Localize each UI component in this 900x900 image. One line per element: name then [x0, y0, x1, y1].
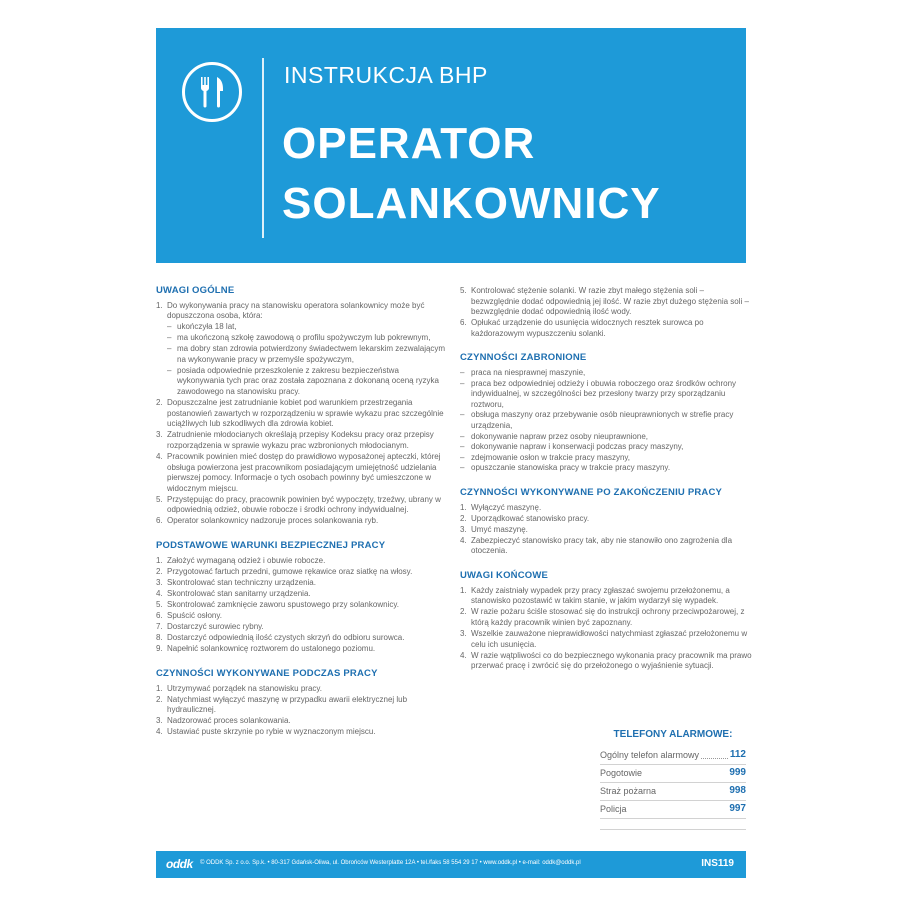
- list-item: 9. Napełnić solankownicę roztworem do ustalonego poziomu.: [156, 644, 376, 654]
- list-item: – dokonywanie napraw i konserwacji podczas pracy maszyny,: [460, 442, 684, 452]
- right-column: [460, 286, 752, 686]
- alarm-phones-box: [600, 729, 746, 830]
- list-item: 7. Dostarczyć surowiec rybny.: [156, 622, 264, 632]
- section-heading: PODSTAWOWE WARUNKI BEZPIECZNEJ PRACY: [156, 540, 386, 552]
- list-item: 1. Wyłączyć maszynę.: [460, 502, 542, 512]
- numbered-list: [156, 556, 448, 655]
- sub-item: – ma dobry stan zdrowia potwierdzony świadectwem lekarskim zezwalającym na wykonywanie pracy w przemyśle spożywczym,: [167, 343, 446, 364]
- instruction-sheet: [156, 28, 752, 878]
- list-item: 4. Zabezpieczyć stanowisko pracy tak, aby nie stanowiło ono zagrożenia dla otoczenia.: [460, 535, 733, 556]
- list-item: 4. Pracownik powinien mieć dostęp do prawidłowo wyposażonej apteczki, której obsługa powierzona jest pracownikom posiadającym umiejętność udzielania pierwszej pomocy. Informacje o tych osobach powinny być umieszczone w widocznym miejscu.: [156, 451, 441, 493]
- alarm-label: Policja: [600, 804, 627, 814]
- alarm-row-fire: [600, 783, 746, 801]
- list-item: 6. Operator solankownicy nadzoruje proces solankowania ryb.: [156, 516, 379, 526]
- footer-contact-text: © ODDK Sp. z o.o. Sp.k. • 80-317 Gdańsk-Oliwa, ul. Obrońców Westerplatte 12A • tel./faks 58 554 29 17 • www.oddk.pl • e-mail: oddk@oddk.pl: [200, 860, 581, 866]
- list-item: 3. Wszelkie zauważone nieprawidłowości natychmiast zgłaszać przełożonemu w celu ich usunięcia.: [460, 629, 748, 649]
- section-forbidden: [460, 353, 752, 474]
- item-text: Do wykonywania pracy na stanowisku operatora solankownicy może być dopuszczona osoba, która:: [167, 300, 425, 321]
- alarm-number: 112: [729, 749, 746, 760]
- list-item: – opuszczanie stanowiska pracy w trakcie pracy maszyny.: [460, 463, 671, 473]
- sub-item: – ma ukończoną szkołę zawodową o profilu spożywczym lub pokrewnym,: [167, 332, 431, 342]
- footer-bar: [156, 851, 746, 878]
- list-item: 1. Utrzymywać porządek na stanowisku pracy.: [156, 683, 323, 693]
- list-item: 4. Ustawiać puste skrzynie po rybie w wyznaczonym miejscu.: [156, 727, 376, 737]
- numbered-list: [460, 503, 752, 557]
- list-item: 4. W razie wątpliwości co do bezpiecznego wykonania pracy pracownik ma prawo przerwać pracę i zwrócić się do przełożonego o wyjaśnienie sytuacji.: [460, 650, 752, 671]
- numbered-list: [156, 684, 448, 738]
- section-heading: CZYNNOŚCI WYKONYWANE PODCZAS PRACY: [156, 668, 378, 679]
- header-banner: [156, 28, 746, 263]
- list-item: 8. Dostarczyć odpowiednią ilość czystych skrzyń do odbioru surowca.: [156, 633, 405, 643]
- list-item: 5. Przystępując do pracy, pracownik powinien być wypoczęty, trzeźwy, ubrany w odpowiednią odzież, obuwie robocze i środki ochrony indywidualnej.: [156, 494, 441, 515]
- list-item: 2. Przygotować fartuch przedni, gumowe rękawice oraz siatkę na włosy.: [156, 566, 413, 576]
- section-heading: CZYNNOŚCI ZABRONIONE: [460, 352, 587, 364]
- list-item: – dokonywanie napraw przez osoby nieuprawnione,: [460, 431, 648, 441]
- alarm-number: 999: [729, 767, 746, 778]
- list-item: 2. W razie pożaru ściśle stosować się do instrukcji ochrony przeciwpożarowej, z którą każdy pracownik winien być zapoznany.: [460, 607, 745, 627]
- alarm-label: Ogólny telefon alarmowy: [600, 750, 700, 760]
- list-item: 3. Umyć maszynę.: [460, 524, 528, 534]
- section-during-work-continued: [460, 286, 752, 339]
- alarm-phones-heading: TELEFONY ALARMOWE:: [613, 729, 733, 740]
- alarm-number: 998: [729, 785, 746, 796]
- document-code: INS119: [701, 858, 734, 869]
- left-column: [156, 286, 448, 752]
- alarm-divider: [600, 819, 746, 830]
- header-divider: [262, 58, 264, 238]
- fork-knife-icon: [182, 62, 242, 122]
- document-title-line1: OPERATOR: [282, 119, 536, 168]
- list-item: 1. Każdy zaistniały wypadek przy pracy zgłaszać swojemu przełożonemu, a stanowisko pozostawić w takim stanie, w jakim wydarzył się wypadek.: [460, 585, 730, 606]
- alarm-label: Straż pożarna: [600, 786, 657, 796]
- list-item: – obsługa maszyny oraz przebywanie osób nieuprawnionych w strefie pracy urządzenia,: [460, 410, 734, 431]
- numbered-list: [460, 586, 752, 672]
- document-kicker: INSTRUKCJA BHP: [284, 62, 488, 88]
- numbered-list: [460, 286, 752, 339]
- sub-item: – posiada odpowiednie przeszkolenie z zakresu bezpieczeństwa wykonywania tych prac oraz została zapoznana z dokonaną oceną ryzyka zawodowego na stanowisku pracy.: [167, 365, 439, 396]
- list-item: 2. Natychmiast wyłączyć maszynę w przypadku awarii elektrycznej lub hydraulicznej.: [156, 694, 408, 715]
- section-conditions: [156, 541, 448, 655]
- list-item: – praca na niesprawnej maszynie,: [460, 368, 586, 378]
- document-title-line2: SOLANKOWNICY: [282, 179, 661, 228]
- item-number: 1.: [156, 300, 163, 310]
- list-item: [156, 301, 448, 398]
- list-item: 5. Kontrolować stężenie solanki. W razie zbyt małego stężenia soli – bezwzględnie dodać odpowiednią jej ilość. W razie zbyt dużego stężenia soli – bezwzględnie dodać odpowiednią ilość wody.: [460, 286, 749, 317]
- list-item: 2. Dopuszczalne jest zatrudnianie kobiet pod warunkiem przestrzegania postanowień zawartych w rozporządzeniu w sprawie wykazu prac szczególnie uciążliwych lub szkodliwych dla zdrowia kobiet.: [156, 397, 444, 429]
- alarm-row-police: [600, 801, 746, 819]
- list-item: 4. Skontrolować stan sanitarny urządzenia.: [156, 588, 311, 598]
- list-item: – praca bez odpowiedniej odzieży i obuwia roboczego oraz środków ochrony indywidualnej, w szczególności bez przesłony twarzy przy sporządzaniu roztworu,: [460, 378, 737, 409]
- list-item: 6. Opłukać urządzenie do usunięcia widocznych resztek surowca po każdorazowym wypuszczeniu solanki.: [460, 318, 704, 338]
- oddk-logo: oddk: [166, 857, 193, 871]
- section-general: [156, 286, 448, 527]
- alarm-row-ambulance: [600, 765, 746, 783]
- section-after-work: [460, 488, 752, 557]
- list-item: 2. Uporządkować stanowisko pracy.: [460, 513, 590, 523]
- section-heading: UWAGI OGÓLNE: [156, 285, 235, 296]
- section-final-notes: [460, 571, 752, 672]
- section-heading: UWAGI KOŃCOWE: [460, 570, 549, 582]
- alarm-label: Pogotowie: [600, 768, 643, 778]
- list-item: 6. Spuścić osłony.: [156, 611, 222, 621]
- section-during-work: [156, 669, 448, 738]
- list-item: 1. Założyć wymaganą odzież i obuwie robocze.: [156, 555, 326, 565]
- sub-item: – ukończyła 18 lat,: [167, 321, 237, 331]
- list-item: 3. Skontrolować stan techniczny urządzenia.: [156, 577, 316, 587]
- alarm-number: 997: [729, 803, 746, 814]
- dash-list: [460, 368, 752, 474]
- section-heading: CZYNNOŚCI WYKONYWANE PO ZAKOŃCZENIU PRACY: [460, 487, 723, 498]
- alarm-row-general: [600, 747, 746, 765]
- list-item: 5. Skontrolować zamknięcie zaworu spustowego przy solankownicy.: [156, 600, 399, 610]
- numbered-list: [156, 301, 448, 527]
- sub-list: [167, 322, 448, 398]
- list-item: 3. Nadzorować proces solankowania.: [156, 716, 291, 726]
- list-item: 3. Zatrudnienie młodocianych określają przepisy Kodeksu pracy oraz przepisy rozporządzenia w sprawie wykazu prac wzbronionych młodocianym.: [156, 430, 434, 450]
- list-item: – zdejmowanie osłon w trakcie pracy maszyny,: [460, 452, 631, 462]
